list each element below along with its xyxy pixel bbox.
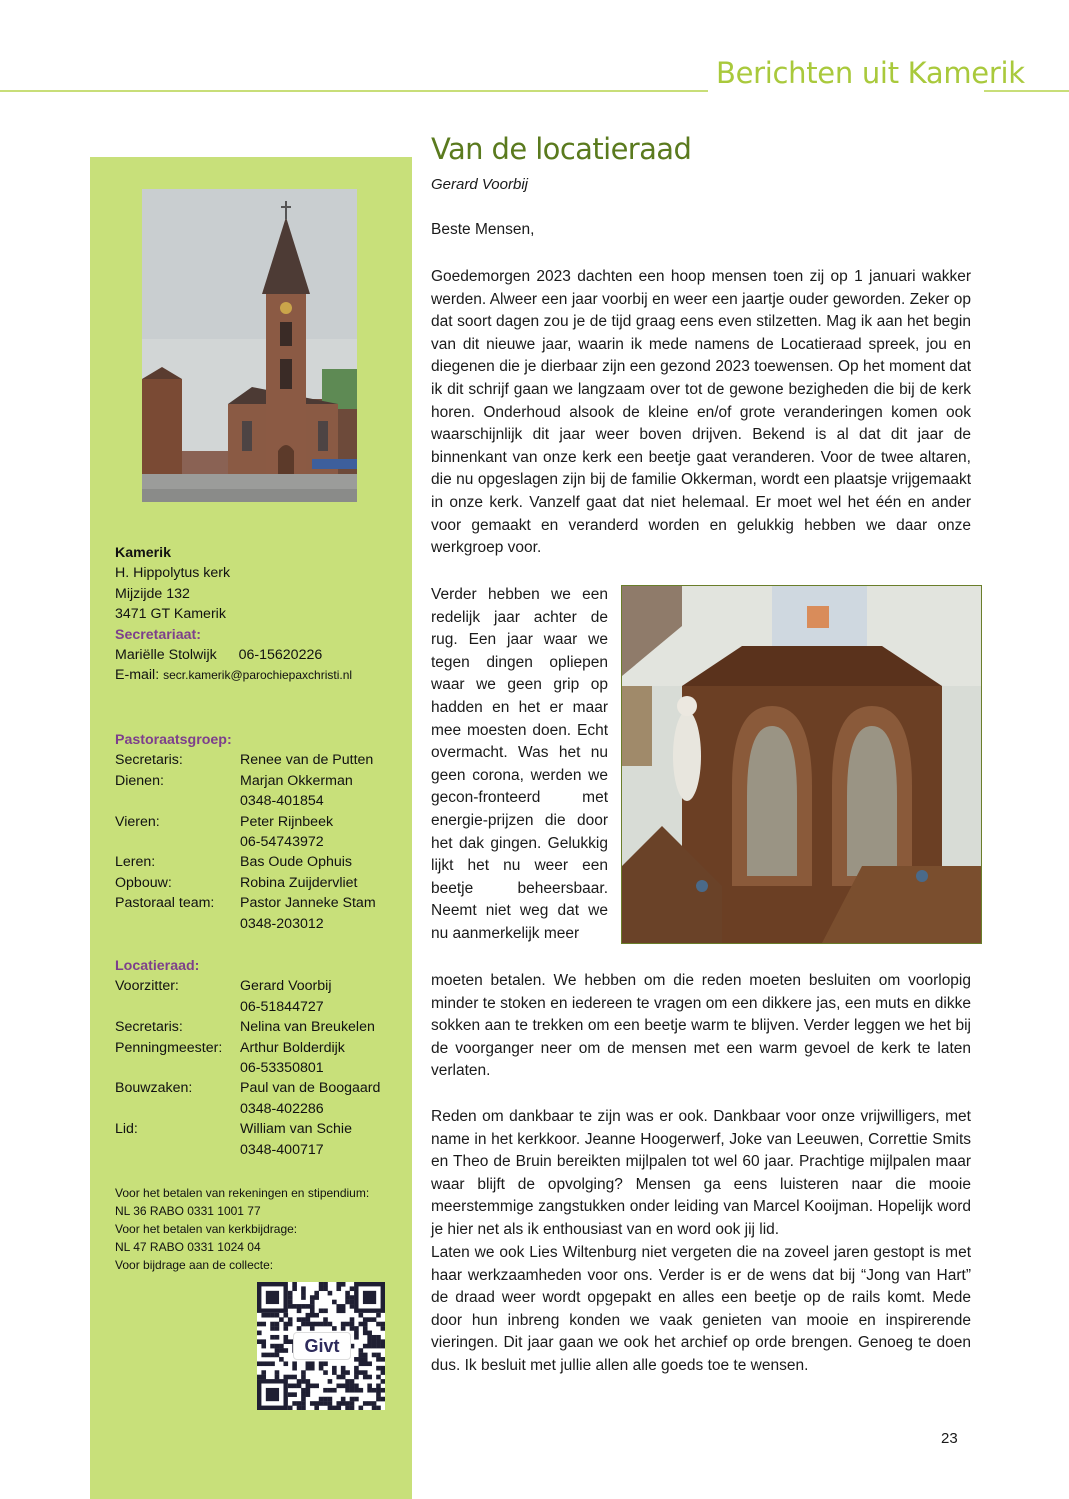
contact-row	[115, 893, 376, 913]
contact-role: Opbouw:	[115, 874, 172, 891]
contact-role: Leren:	[115, 854, 156, 871]
pastoraatsgroep-list	[115, 750, 376, 934]
section-title: Berichten uit Kamerik	[716, 56, 1025, 90]
church-exterior-photo	[142, 189, 357, 502]
article-author: Gerard Voorbij	[431, 176, 528, 193]
page-number: 23	[941, 1430, 958, 1447]
contact-value: 0348-400717	[240, 1141, 324, 1158]
contact-value: William van Schie	[240, 1121, 352, 1138]
contact-row	[115, 832, 376, 852]
contact-value: Peter Rijnbeek	[240, 813, 334, 830]
secretariaat-heading: Secretariaat:	[115, 626, 201, 643]
contact-row	[115, 812, 376, 832]
church-interior-photo	[621, 585, 982, 944]
contact-row	[115, 997, 380, 1017]
article-paragraph: Verder hebben we een redelijk jaar achter de rug. Een jaar waar we tegen dingen opliepen waar we geen grip op hadden en het er maar mee moesten doen. Echt overmacht. Was het nu geen corona, werden we gecon-fronteerd met energie-prijzen die door het dak gingen. Gelukkig lijkt het nu weer een beetje beheersbaar. Neemt niet weg dat we nu aanmerkelijk meer	[431, 586, 608, 942]
contact-value: Gerard Voorbij	[240, 978, 332, 995]
email-label: E-mail:	[115, 667, 160, 684]
contact-role	[115, 1140, 240, 1160]
contact-role	[115, 997, 240, 1017]
contact-row	[115, 771, 376, 791]
contact-role: Penningmeester:	[115, 1039, 223, 1056]
contact-role	[115, 791, 240, 811]
payment-iban: NL 36 RABO 0331 1001 77	[115, 1204, 261, 1218]
header-rule-right	[984, 90, 1069, 92]
contact-value: Bas Oude Ophuis	[240, 854, 352, 871]
contact-role: Pastoraal team:	[115, 895, 215, 912]
contact-role	[115, 914, 240, 934]
contact-row	[115, 873, 376, 893]
article-greeting: Beste Mensen,	[431, 221, 535, 238]
contact-value: Nelina van Breukelen	[240, 1019, 375, 1036]
contact-value: Paul van de Boogaard	[240, 1080, 381, 1097]
locatieraad-heading: Locatieraad:	[115, 958, 200, 974]
payment-line: Voor het betalen van rekeningen en stipendium:	[115, 1186, 370, 1200]
contact-value: Robina Zuijdervliet	[240, 874, 358, 891]
contact-value: 06-53350801	[240, 1060, 324, 1077]
church-name: H. Hippolytus kerk	[115, 565, 231, 582]
contact-role	[115, 1058, 240, 1078]
article-paragraph: Laten we ook Lies Wiltenburg niet vergeten die na zoveel jaren gestopt is met haar werkzaamheden voor ons. Verder is er de wens dat bij “Jong van Hart” de draad weer wordt opgepakt en alles een beetje op de rails komt. Mede door hun inbreng konden we vaak genieten van mooie en inspirerende vieringen. Dit jaar gaan we ook het archief op orde brengen. Genoeg te doen dus. Ik besluit met jullie allen alle goeds toe te wensen.	[431, 1244, 971, 1374]
contact-value: Pastor Janneke Stam	[240, 895, 376, 912]
payment-line: Voor bijdrage aan de collecte:	[115, 1258, 274, 1272]
payment-line: Voor het betalen van kerkbijdrage:	[115, 1222, 298, 1236]
contact-value: 0348-203012	[240, 915, 324, 932]
contact-row	[115, 1140, 380, 1160]
pastoraatsgroep-block	[115, 730, 376, 934]
contact-value: Renee van de Putten	[240, 752, 374, 769]
contact-row	[115, 1119, 380, 1139]
contact-value: Arthur Bolderdijk	[240, 1039, 345, 1056]
location-name: Kamerik	[115, 545, 171, 561]
contact-role: Secretaris:	[115, 752, 183, 769]
secretariaat-person: Mariëlle Stolwijk	[115, 647, 217, 664]
contact-row	[115, 1099, 380, 1119]
contact-value: 06-54743972	[240, 834, 324, 851]
article-title: Van de locatieraad	[431, 132, 692, 166]
contact-row	[115, 1058, 380, 1078]
secretariaat-email-row	[115, 665, 352, 685]
contact-row	[115, 976, 380, 996]
article-paragraph: Goedemorgen 2023 dachten een hoop mensen toen zij op 1 januari wakker werden. Alweer een jaar voorbij en weer een jaartje ouder geworden. Zeker op dat soort dagen zou je de tijd graag eens even stilzetten. Mag ik aan het begin van dit nieuwe jaar, waarin ik mede namens de Locatieraad spreek, jou en diegenen die je dierbaar zijn een gezond 2023 toewensen. Op het moment dat ik dit schrijf gaan we langzaam over tot de gewone bezigheden die bij de kerk horen. Onderhoud alsook de kleine en/of grote veranderingen komen ook waarschijnlijk dit jaar weer boven drijven. Bekend is al dat dit jaar de binnenkant van onze kerk een beetje gaat veranderen. Voor de twee altaren, die nu opgeslagen zijn bij de familie Okkerman, wordt een plaatsje vrijgemaakt in onze kerk. Vanzelf gaat dat niet helemaal. Er moet wel het één en ander voor gemaakt en veranderd worden en gelukkig hebben we daar onze werkgroep voor.	[431, 268, 971, 557]
article-paragraph: moeten betalen. We hebben om die reden moeten besluiten om voorlopig minder te stoken en iedereen te vragen om een dikkere jas, een muts en dikke sokken aan te trekken om een beetje warm te blijven. Verder leggen we het bij de voorganger neer om de mensen met een warm gevoel de kerk te laten verlaten.	[431, 972, 971, 1080]
locatieraad-list	[115, 976, 380, 1160]
header-rule-left	[0, 90, 708, 92]
contact-value: Marjan Okkerman	[240, 772, 353, 789]
location-block	[115, 543, 352, 686]
email-link[interactable]: secr.kamerik@parochiepaxchristi.nl	[163, 668, 353, 683]
secretariaat-phone: 06-15620226	[238, 647, 323, 664]
contact-value: 0348-402286	[240, 1100, 324, 1117]
contact-role	[115, 1099, 240, 1119]
church-city: 3471 GT Kamerik	[115, 606, 226, 623]
contact-role	[115, 832, 240, 852]
secretariaat-contact	[115, 645, 352, 665]
contact-role: Dienen:	[115, 772, 164, 789]
contact-role: Lid:	[115, 1121, 138, 1138]
contact-row	[115, 1017, 380, 1037]
givt-qr-code[interactable]	[257, 1282, 385, 1410]
contact-row	[115, 791, 376, 811]
contact-row	[115, 1078, 380, 1098]
contact-row	[115, 852, 376, 872]
givt-logo: Givt	[293, 1332, 351, 1360]
contact-value: 0348-401854	[240, 793, 324, 810]
contact-row	[115, 750, 376, 770]
contact-row	[115, 914, 376, 934]
church-street: Mijzijde 132	[115, 585, 190, 602]
pastoraatsgroep-heading: Pastoraatsgroep:	[115, 732, 232, 748]
payment-info	[115, 1184, 369, 1274]
payment-iban: NL 47 RABO 0331 1024 04	[115, 1240, 261, 1254]
contact-role: Bouwzaken:	[115, 1080, 193, 1097]
contact-role: Secretaris:	[115, 1019, 183, 1036]
locatieraad-block	[115, 956, 380, 1160]
contact-value: 06-51844727	[240, 998, 324, 1015]
article-paragraph: Reden om dankbaar te zijn was er ook. Dankbaar voor onze vrijwilligers, met name in het kerkkoor. Jeanne Hoogerwerf, Joke van Leeuwen, Correttie Smits en Theo de Bruin bereikten mijlpalen tot wel 60 jaar. Prachtige mijlpalen maar waar blijft de opvolging? Mensen ga eens luisteren naar die mooie meerstemmige zangstukken onder leiding van Marcel Kooijman. Hopelijk word je hier net als ik enthousiast van en word ook jij lid.	[431, 1108, 971, 1238]
contact-row	[115, 1038, 380, 1058]
contact-role: Voorzitter:	[115, 978, 179, 995]
contact-role: Vieren:	[115, 813, 160, 830]
